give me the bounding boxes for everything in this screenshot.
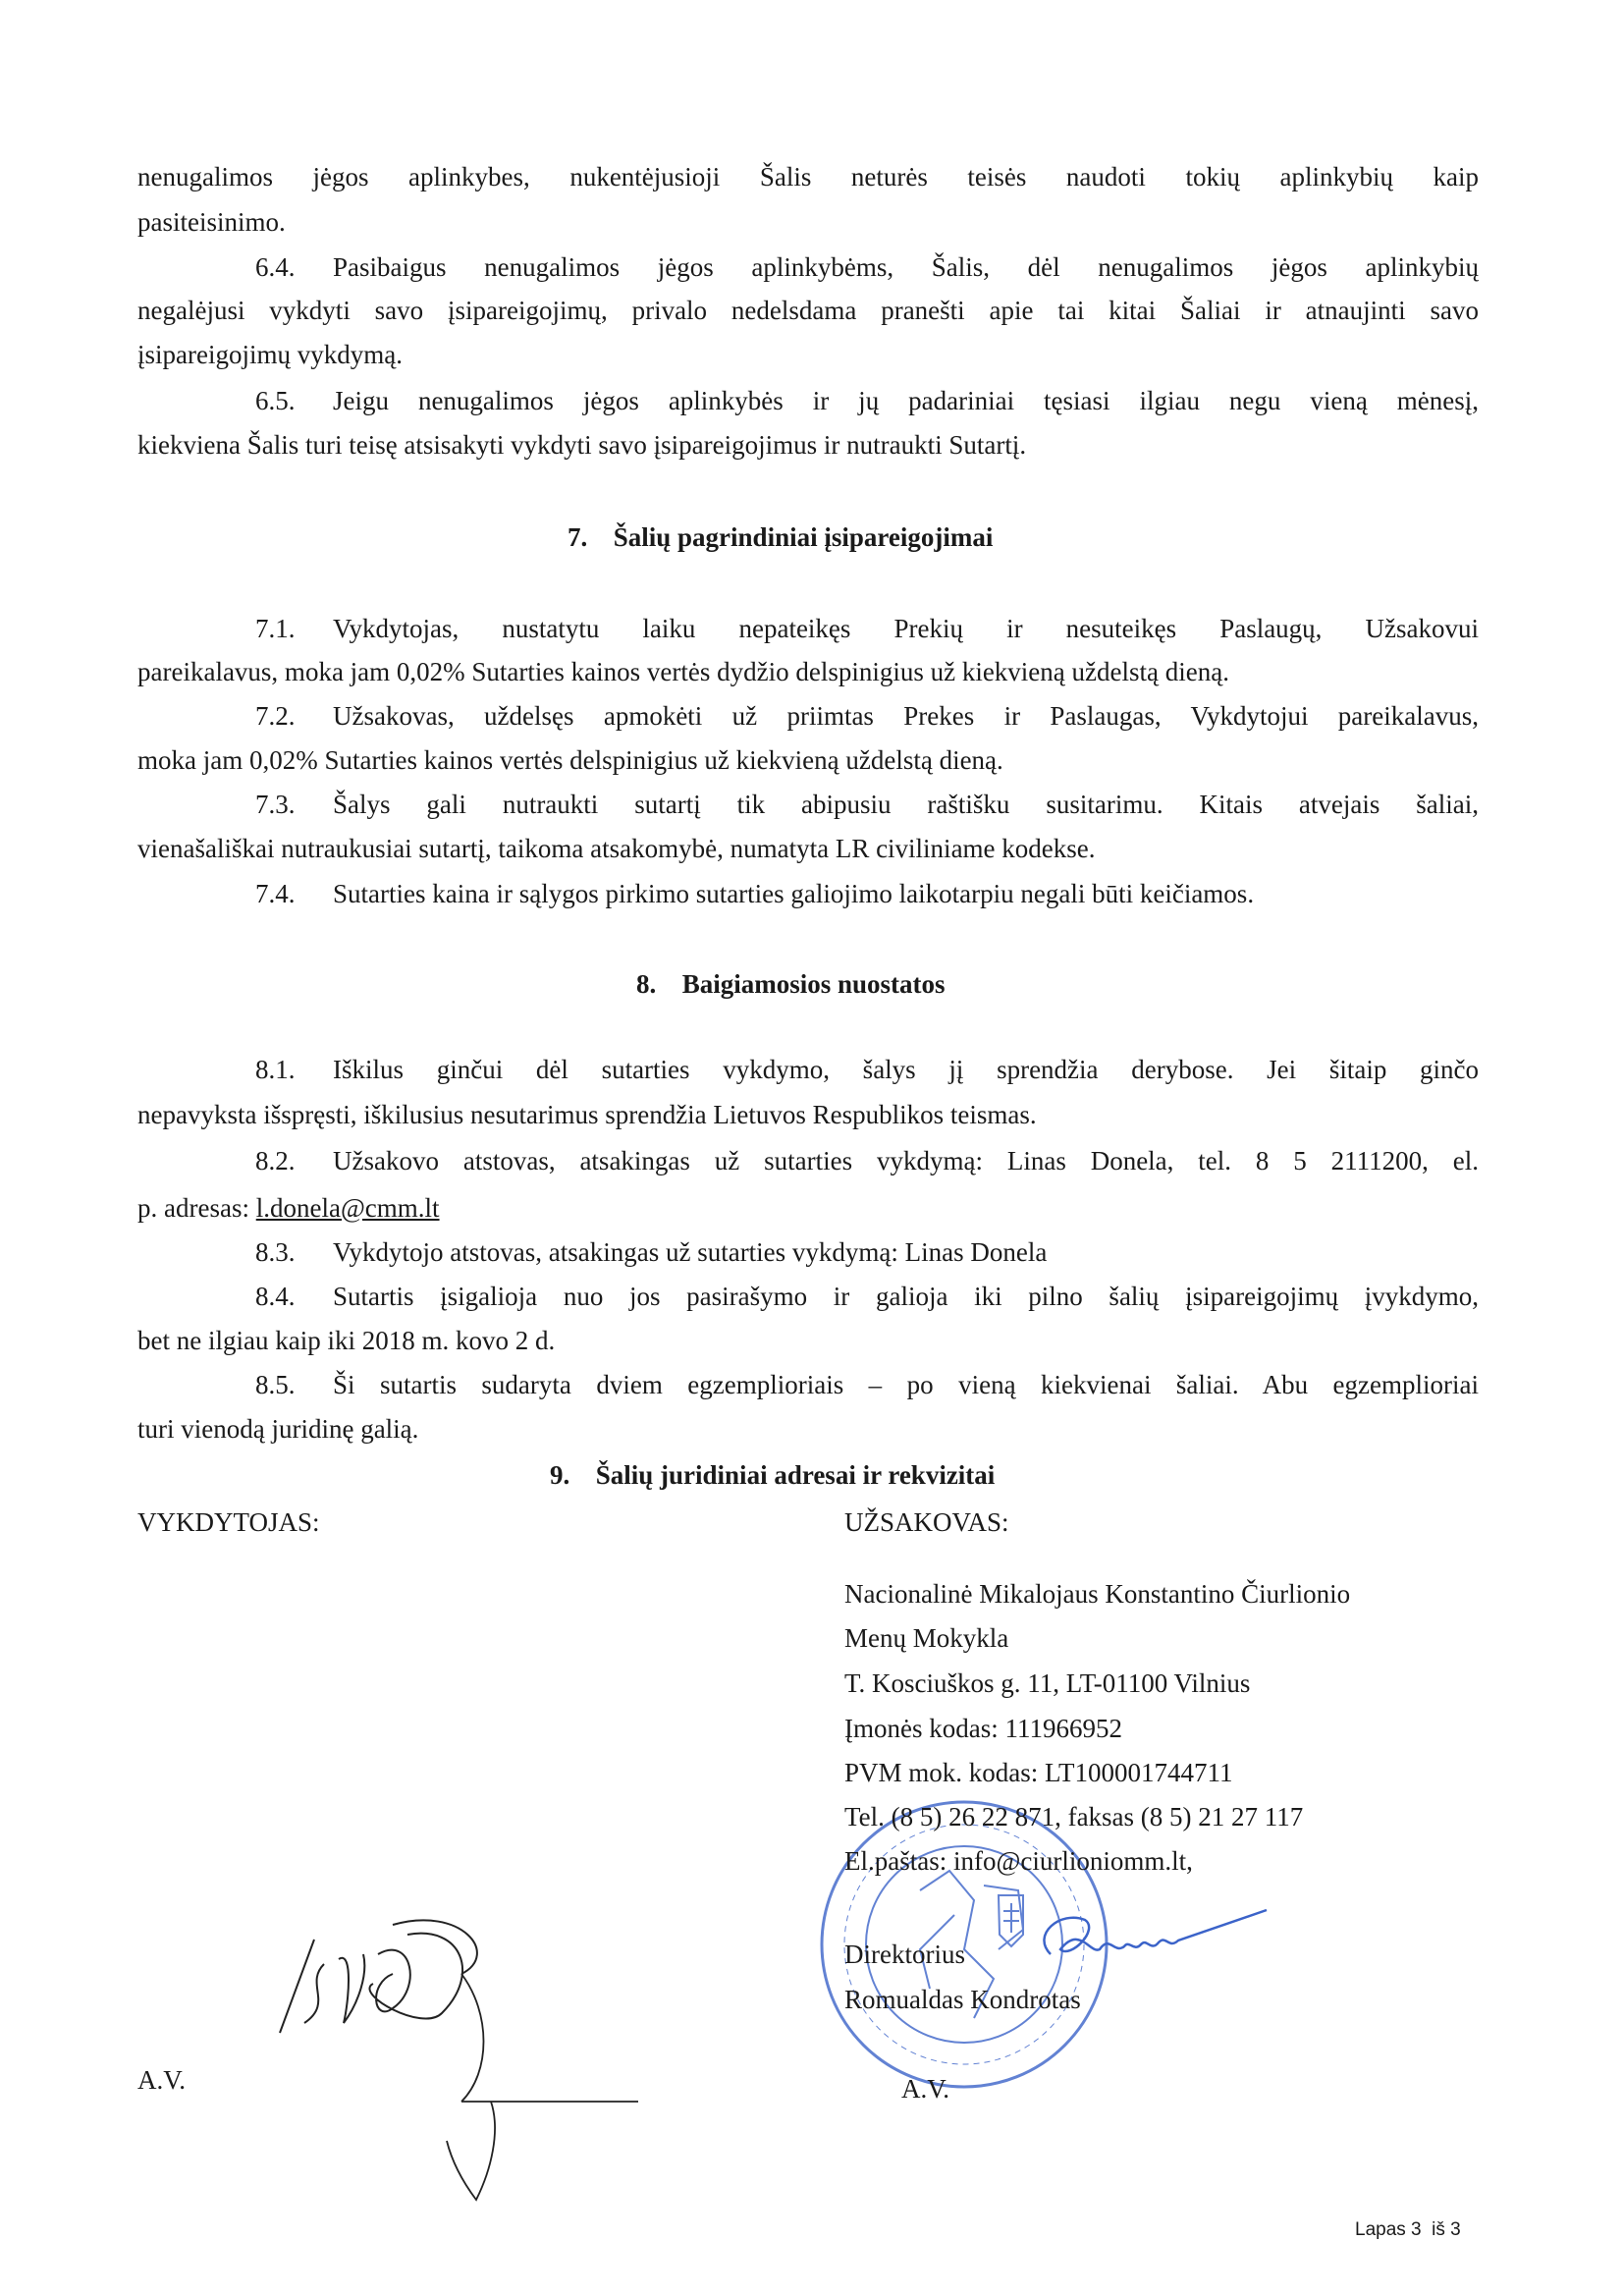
paragraph-line: turi vienodą juridinę galią. xyxy=(137,1414,419,1444)
client-email: El.paštas: info@ciurlioniomm.lt, xyxy=(844,1846,1193,1876)
clause-number: 6.5. xyxy=(255,386,296,415)
clause-number: 7.1. xyxy=(255,614,296,643)
clause-number: 8.2. xyxy=(255,1146,296,1175)
section-number: 9. xyxy=(550,1460,570,1490)
clause-text: Šalys gali nutraukti sutartį tik abipusiu raštišku susitarimu. Kitais atvejais šaliai, xyxy=(333,790,1479,819)
email-link[interactable]: l.donela@cmm.lt xyxy=(255,1193,440,1223)
contractor-label: VYKDYTOJAS: xyxy=(137,1507,320,1537)
clause-text: Sutartis įsigalioja nuo jos pasirašymo ir galioja iki pilno šalių įsipareigojimų įvykdymo, xyxy=(333,1282,1479,1311)
client-address: T. Kosciuškos g. 11, LT-01100 Vilnius xyxy=(844,1668,1251,1698)
paragraph-line: nepavyksta išspręsti, iškilusius nesutarimus sprendžia Lietuvos Respublikos teismas. xyxy=(137,1100,1037,1129)
client-phone-fax: Tel. (8 5) 26 22 871, faksas (8 5) 21 27 117 xyxy=(844,1802,1304,1831)
clause-text: Vykdytojas, nustatytu laiku nepateikęs Prekių ir nesuteikęs Paslaugų, Užsakovui xyxy=(333,614,1479,643)
clause-number: 8.4. xyxy=(255,1282,296,1311)
paragraph-line: negalėjusi vykdyti savo įsipareigojimų, privalo nedelsdama pranešti apie tai kitai Šaliai ir atnaujinti savo xyxy=(137,296,1479,325)
clause-text: Jeigu nenugalimos jėgos aplinkybės ir jų padariniai tęsiasi ilgiau negu vieną mėnesį, xyxy=(333,386,1479,415)
signatory-position: Direktorius xyxy=(844,1940,965,1969)
paragraph-line: pasiteisinimo. xyxy=(137,207,286,237)
clause-text: Ši sutartis sudaryta dviem egzemplioriais – po vieną kiekvienai šaliai. Abu egzemplioriai xyxy=(333,1370,1479,1399)
clause-number: 7.2. xyxy=(255,701,296,731)
page-number: Lapas 3 iš 3 xyxy=(1355,2219,1461,2240)
client-vat-code: PVM mok. kodas: LT100001744711 xyxy=(844,1758,1233,1787)
clause-6-5 xyxy=(137,381,1479,420)
clause-8-3 xyxy=(137,1232,1479,1272)
clause-8-2 xyxy=(137,1141,1479,1180)
paragraph-line xyxy=(137,1188,1479,1228)
clause-7-4 xyxy=(137,874,1479,913)
clause-7-3 xyxy=(137,785,1479,824)
paragraph-line: nenugalimos jėgos aplinkybes, nukentėjusioji Šalis neturės teisės naudoti tokių aplinkybių kaip xyxy=(137,162,1479,191)
client-label: UŽSAKOVAS: xyxy=(844,1507,1009,1537)
email-prefix: p. adresas: xyxy=(137,1193,256,1223)
clause-text: Užsakovas, uždelsęs apmokėti už priimtas Prekes ir Paslaugas, Vykdytojui pareikalavus, xyxy=(333,701,1479,731)
section-heading-8 xyxy=(636,964,946,1004)
clause-text: Sutarties kaina ir sąlygos pirkimo sutarties galiojimo laikotarpiu negali būti keičiamos. xyxy=(333,879,1255,908)
clause-text: Užsakovo atstovas, atsakingas už sutarties vykdymą: Linas Donela, tel. 8 5 2111200, el. xyxy=(333,1146,1479,1175)
section-number: 7. xyxy=(568,522,588,552)
stamp-mark-left: A.V. xyxy=(137,2065,187,2095)
section-heading-7 xyxy=(568,518,993,557)
clause-number: 6.4. xyxy=(255,252,296,282)
clause-number: 8.3. xyxy=(255,1237,296,1267)
clause-8-4 xyxy=(137,1277,1479,1316)
paragraph-line: bet ne ilgiau kaip iki 2018 m. kovo 2 d. xyxy=(137,1326,556,1355)
client-name-line2: Menų Mokykla xyxy=(844,1623,1009,1653)
section-heading-9 xyxy=(550,1455,995,1495)
signatory-name: Romualdas Kondrotas xyxy=(844,1985,1081,2014)
clause-8-1 xyxy=(137,1050,1479,1089)
clause-number: 7.3. xyxy=(255,790,296,819)
clause-text: Pasibaigus nenugalimos jėgos aplinkybėms, Šalis, dėl nenugalimos jėgos aplinkybių xyxy=(333,252,1479,282)
paragraph-line: kiekviena Šalis turi teisę atsisakyti vykdyti savo įsipareigojimus ir nutraukti Sutartį. xyxy=(137,430,1027,460)
clause-number: 7.4. xyxy=(255,879,296,908)
paragraph-line: moka jam 0,02% Sutarties kainos vertės delspinigius už kiekvieną uždelstą dieną. xyxy=(137,745,1003,775)
paragraph-line: įsipareigojimų vykdymą. xyxy=(137,340,403,369)
section-number: 8. xyxy=(636,969,657,999)
clause-7-2 xyxy=(137,696,1479,736)
paragraph-line: vienašališkai nutraukusiai sutartį, taikoma atsakomybė, numatyta LR civiliniame kodekse. xyxy=(137,834,1096,863)
client-company-code: Įmonės kodas: 111966952 xyxy=(844,1714,1122,1743)
clause-text: Iškilus ginčui dėl sutarties vykdymo, šalys jį sprendžia derybose. Jei šitaip ginčo xyxy=(333,1055,1479,1084)
clause-number: 8.5. xyxy=(255,1370,296,1399)
client-signature xyxy=(1031,1905,1276,1974)
section-title: Šalių pagrindiniai įsipareigojimai xyxy=(613,522,994,552)
section-title: Baigiamosios nuostatos xyxy=(681,969,946,999)
clause-6-4 xyxy=(137,247,1479,287)
clause-number: 8.1. xyxy=(255,1055,296,1084)
paragraph-line: pareikalavus, moka jam 0,02% Sutarties kainos vertės dydžio delspinigius už kiekvieną uždelstą dieną. xyxy=(137,657,1229,686)
clause-8-5 xyxy=(137,1365,1479,1404)
client-name-line1: Nacionalinė Mikalojaus Konstantino Čiurlionio xyxy=(844,1579,1351,1609)
clause-7-1 xyxy=(137,609,1479,648)
clause-text: Vykdytojo atstovas, atsakingas už sutarties vykdymą: Linas Donela xyxy=(333,1237,1048,1267)
stamp-mark-right: A.V. xyxy=(901,2074,950,2104)
section-title: Šalių juridiniai adresai ir rekvizitai xyxy=(595,1460,996,1490)
contractor-signature xyxy=(265,1915,658,2210)
